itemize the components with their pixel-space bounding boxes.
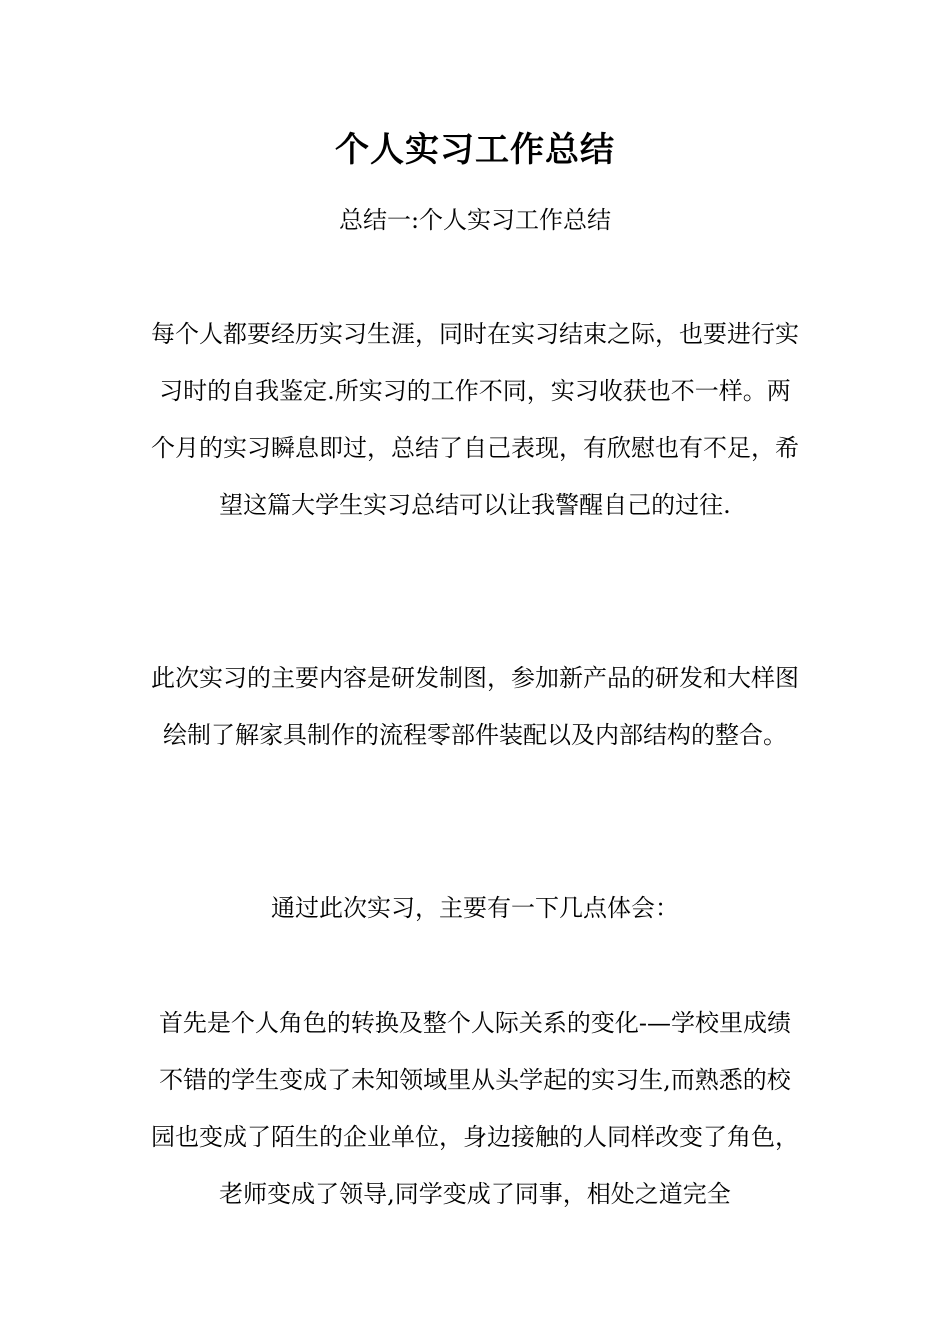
paragraph-experience-heading: 通过此次实习，主要有一下几点体会：: [271, 894, 679, 922]
document-subtitle: 总结一:个人实习工作总结: [338, 206, 612, 234]
document-title: 个人实习工作总结: [335, 130, 615, 170]
paragraph-intro: 每个人都要经历实习生涯，同时在实习结束之际，也要进行实习时的自我鉴定.所实习的工作不同，实习收获也不一样。两个月的实习瞬息即过，总结了自己表现，有欣慰也有不足，希望这篇大学生实习总结可以让我警醒自己的过往.: [151, 320, 799, 519]
paragraph-role-change: 首先是个人角色的转换及整个人际关系的变化-—学校里成绩不错的学生变成了未知领域里从头学起的实习生,而熟悉的校园也变成了陌生的企业单位，身边接触的人同样改变了角色，老师变成了领导,同学变成了同事，相处之道完全: [151, 1009, 799, 1208]
paragraph-content: 此次实习的主要内容是研发制图，参加新产品的研发和大样图绘制了解家具制作的流程零部件装配以及内部结构的整合。: [151, 664, 799, 749]
